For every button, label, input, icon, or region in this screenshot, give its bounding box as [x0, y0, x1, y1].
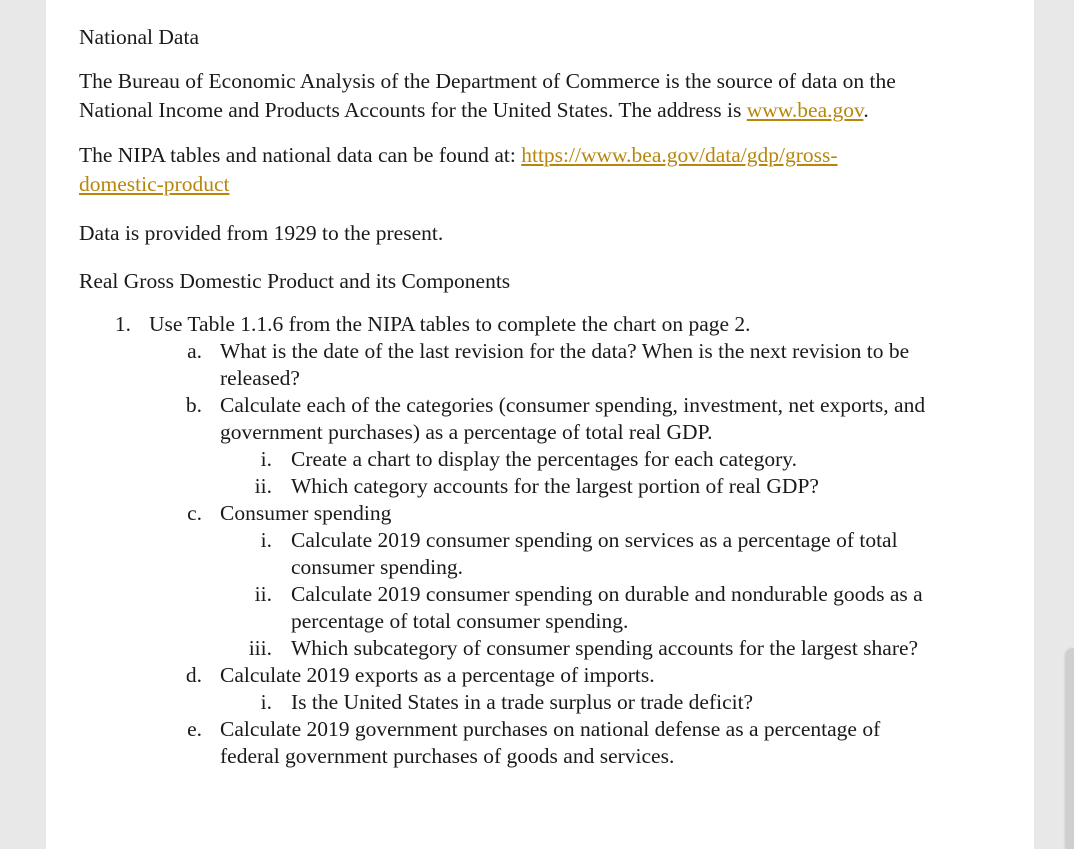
question-1c-iii-marker: iii.: [248, 636, 272, 660]
intro-line-2-text: National Income and Products Accounts for the United States. The address is: [79, 98, 747, 122]
question-1a-marker: a.: [187, 339, 202, 363]
nipa-link-part-1[interactable]: https://www.bea.gov/data/gdp/gross-: [521, 143, 838, 167]
question-1c-ii-line-2: percentage of total consumer spending.: [291, 609, 629, 633]
question-1d-i-marker: i.: [260, 690, 272, 714]
document-heading: National Data: [79, 25, 199, 49]
question-1-marker: 1.: [114, 312, 131, 336]
question-1b-marker: b.: [185, 393, 202, 417]
question-1d-marker: d.: [185, 663, 202, 687]
nipa-line-1: [79, 141, 838, 170]
question-1c-text: Consumer spending: [220, 501, 392, 525]
bea-link[interactable]: www.bea.gov: [746, 98, 864, 122]
question-1c-marker: c.: [187, 501, 202, 525]
question-1c-i-line-1: Calculate 2019 consumer spending on services as a percentage of total: [291, 528, 898, 552]
data-range-text: Data is provided from 1929 to the present.: [79, 221, 444, 245]
question-1b-line-2: government purchases) as a percentage of total real GDP.: [220, 420, 713, 444]
question-1b-line-1: Calculate each of the categories (consumer spending, investment, net exports, and: [220, 393, 926, 417]
question-1b-i-text: Create a chart to display the percentages for each category.: [291, 447, 797, 471]
question-1e-line-2: federal government purchases of goods and services.: [220, 744, 675, 768]
question-1e-line-1: Calculate 2019 government purchases on national defense as a percentage of: [220, 717, 881, 741]
question-1c-i-line-2: consumer spending.: [291, 555, 463, 579]
intro-line-2-end: .: [863, 98, 869, 122]
question-1d-i-text: Is the United States in a trade surplus or trade deficit?: [291, 690, 754, 714]
question-1c-ii-line-1: Calculate 2019 consumer spending on durable and nondurable goods as a: [291, 582, 923, 606]
question-1a-line-2: released?: [220, 366, 300, 390]
question-1c-ii-marker: ii.: [254, 582, 272, 606]
question-1-text: Use Table 1.1.6 from the NIPA tables to complete the chart on page 2.: [149, 312, 751, 336]
question-1d-text: Calculate 2019 exports as a percentage of imports.: [220, 663, 655, 687]
question-1e-marker: e.: [187, 717, 202, 741]
question-1b-ii-text: Which category accounts for the largest portion of real GDP?: [291, 474, 819, 498]
question-1c-iii-text: Which subcategory of consumer spending accounts for the largest share?: [291, 636, 919, 660]
intro-line-1: The Bureau of Economic Analysis of the Department of Commerce is the source of data on the: [79, 69, 896, 93]
question-1a-line-1: What is the date of the last revision for the data? When is the next revision to be: [220, 339, 910, 363]
question-1c-i-marker: i.: [260, 528, 272, 552]
question-1b-ii-marker: ii.: [254, 474, 272, 498]
nipa-line-1-text: The NIPA tables and national data can be found at:: [79, 143, 522, 167]
question-1b-i-marker: i.: [260, 447, 272, 471]
nipa-line-2: [79, 170, 229, 199]
scrollbar-thumb[interactable]: [1066, 648, 1074, 849]
intro-line-2: [79, 96, 869, 125]
nipa-link-part-2[interactable]: domestic-product: [79, 172, 230, 196]
section-title: Real Gross Domestic Product and its Components: [79, 269, 511, 293]
